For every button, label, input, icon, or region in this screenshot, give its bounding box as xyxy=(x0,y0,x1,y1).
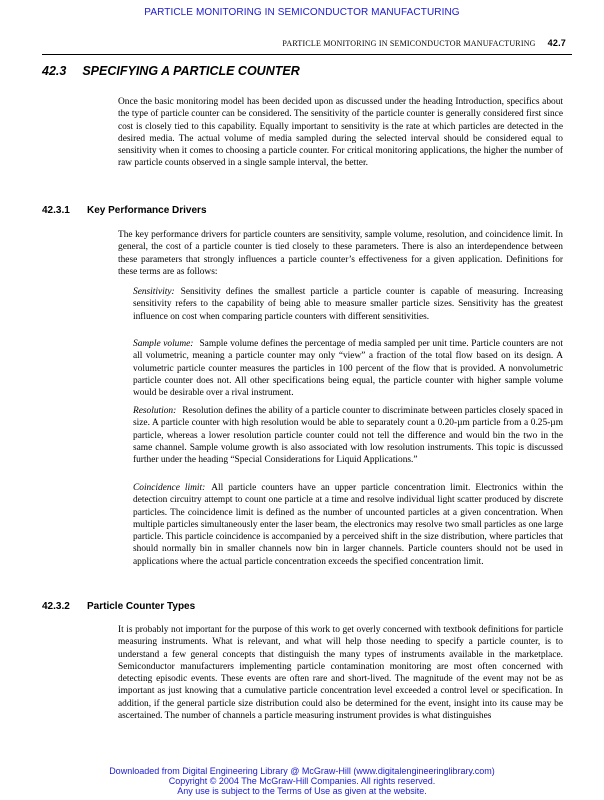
definition-term: Sample volume: xyxy=(133,339,194,349)
subsection-1-paragraph: The key performance drivers for particle counters are sensitivity, sample volume, resolution, and coincidence limit. In general, the cost of a particle counter is tied closely to these parameters. There is also an interdependence between these parameters that strongly influences a particle counter’s effectiveness for a given application. Definitions for these terms are as follows: xyxy=(118,230,563,277)
section-title xyxy=(42,64,300,78)
subsection-number: 42.3.2 xyxy=(42,601,70,612)
top-banner: PARTICLE MONITORING IN SEMICONDUCTOR MANUFACTURING xyxy=(144,7,460,18)
footer-terms-link[interactable]: Any use is subject to the Terms of Use as given at the website. xyxy=(177,786,427,796)
definition-resolution xyxy=(133,405,563,466)
header-rule xyxy=(42,54,572,55)
subsection-heading-2 xyxy=(42,601,195,612)
subsection-number: 42.3.1 xyxy=(42,205,70,216)
footer-copyright: Copyright © 2004 The McGraw-Hill Companies. All rights reserved. xyxy=(168,776,436,786)
definition-text: Sensitivity defines the smallest particle a particle counter is capable of measuring. Increasing sensitivity refers to the capability of being able to measure smaller particle sizes. Sensitivity has the greatest influence on cost when comparing particle counters with different sensitivities. xyxy=(133,287,563,322)
running-head-title: PARTICLE MONITORING IN SEMICONDUCTOR MANUFACTURING xyxy=(282,39,536,48)
section-number: 42.3 xyxy=(42,64,67,78)
intro-paragraph: Once the basic monitoring model has been decided upon as discussed under the heading Introduction, specifics about the type of particle counter can be considered. The sensitivity of the particle counter is generally considered first since cost is closely tied to this capability. Equally important to sensitivity is the rate at which particles are detected in the desired media. The actual volume of media sampled during the selected interval should be considered equal to sensitivity when it comes to choosing a particle counter. For critical monitoring applications, the higher the number of raw particle counts observed in a single sample interval, the better. xyxy=(118,97,563,169)
subsection-heading-1 xyxy=(42,205,207,216)
definition-sensitivity xyxy=(133,286,563,323)
section-title-text: SPECIFYING A PARTICLE COUNTER xyxy=(82,64,300,78)
definition-term: Resolution: xyxy=(133,406,177,416)
definition-text: Sample volume defines the percentage of media sampled per unit time. Particle counters are not all volumetric, meaning a particle counter may only “view” a fraction of the total flow based on its design. A volumetric particle counter measures the particles in 100 percent of the flow that is provided. A nonvolumetric particle counter does not. All other specifications being equal, the particle counter with higher sample volume would be desirable over a rival instrument. xyxy=(133,339,564,399)
footer-download-link[interactable]: Downloaded from Digital Engineering Library @ McGraw-Hill (www.digitalengineeringlibrary.com) xyxy=(109,766,495,776)
definition-sample-volume xyxy=(133,338,563,399)
running-head xyxy=(282,38,566,48)
definition-text: Resolution defines the ability of a particle counter to discriminate between particles closely spaced in size. A particle counter with high resolution would be able to separately count a 0.20-µm particle from a 0.25-µm particle, whereas a lower resolution particle counter could not tell the difference and would bin the two in the same channel. Sample volume growth is also associated with low resolution instruments. This topic is discussed further under the heading “Special Considerations for Liquid Applications.” xyxy=(133,406,563,466)
subsection-2-paragraph: It is probably not important for the purpose of this work to get overly concerned with textbook definitions for particle measuring instruments. What is relevant, and what will help those needing to specify a particle counter, is to understand a few general concepts that distinguish the many types of instruments available in the marketplace. Semiconductor manufacturers implementing particle contamination monitoring are most often concerned with detecting episodic events. These events are often rare and short-lived. The magnitude of the event may not be as important as just knowing that a cumulative particle concentration level exceeded a control level or specification. In addition, if the general particle size distribution could also be determined for the event, insight into its cause may be ascertained. The number of channels a particle measuring instrument provides is what distinguishes xyxy=(118,625,563,722)
subsection-title: Key Performance Drivers xyxy=(87,205,207,216)
definition-term: Coincidence limit: xyxy=(133,483,206,493)
definition-coincidence-limit xyxy=(133,482,563,568)
subsection-title: Particle Counter Types xyxy=(87,601,196,612)
page-number: 42.7 xyxy=(547,38,566,48)
definition-term: Sensitivity: xyxy=(133,287,175,297)
definition-text: All particle counters have an upper particle concentration limit. Electronics within the detection circuitry attempt to count one particle at a time and resolve individual light scatter produced by discrete particles. The coincidence limit is defined as the number of uncounted particles at a given concentration. When multiple particles simultaneously enter the laser beam, the electronics may resolve two small particles as one large particle. This particle coincidence is accompanied by a perceived shift in the size distribution, where particles that should normally bin in smaller channels now bin in larger channels. Particle counters should not be used in applications where the actual particle concentration exceeds the specified concentration limit. xyxy=(133,483,564,567)
